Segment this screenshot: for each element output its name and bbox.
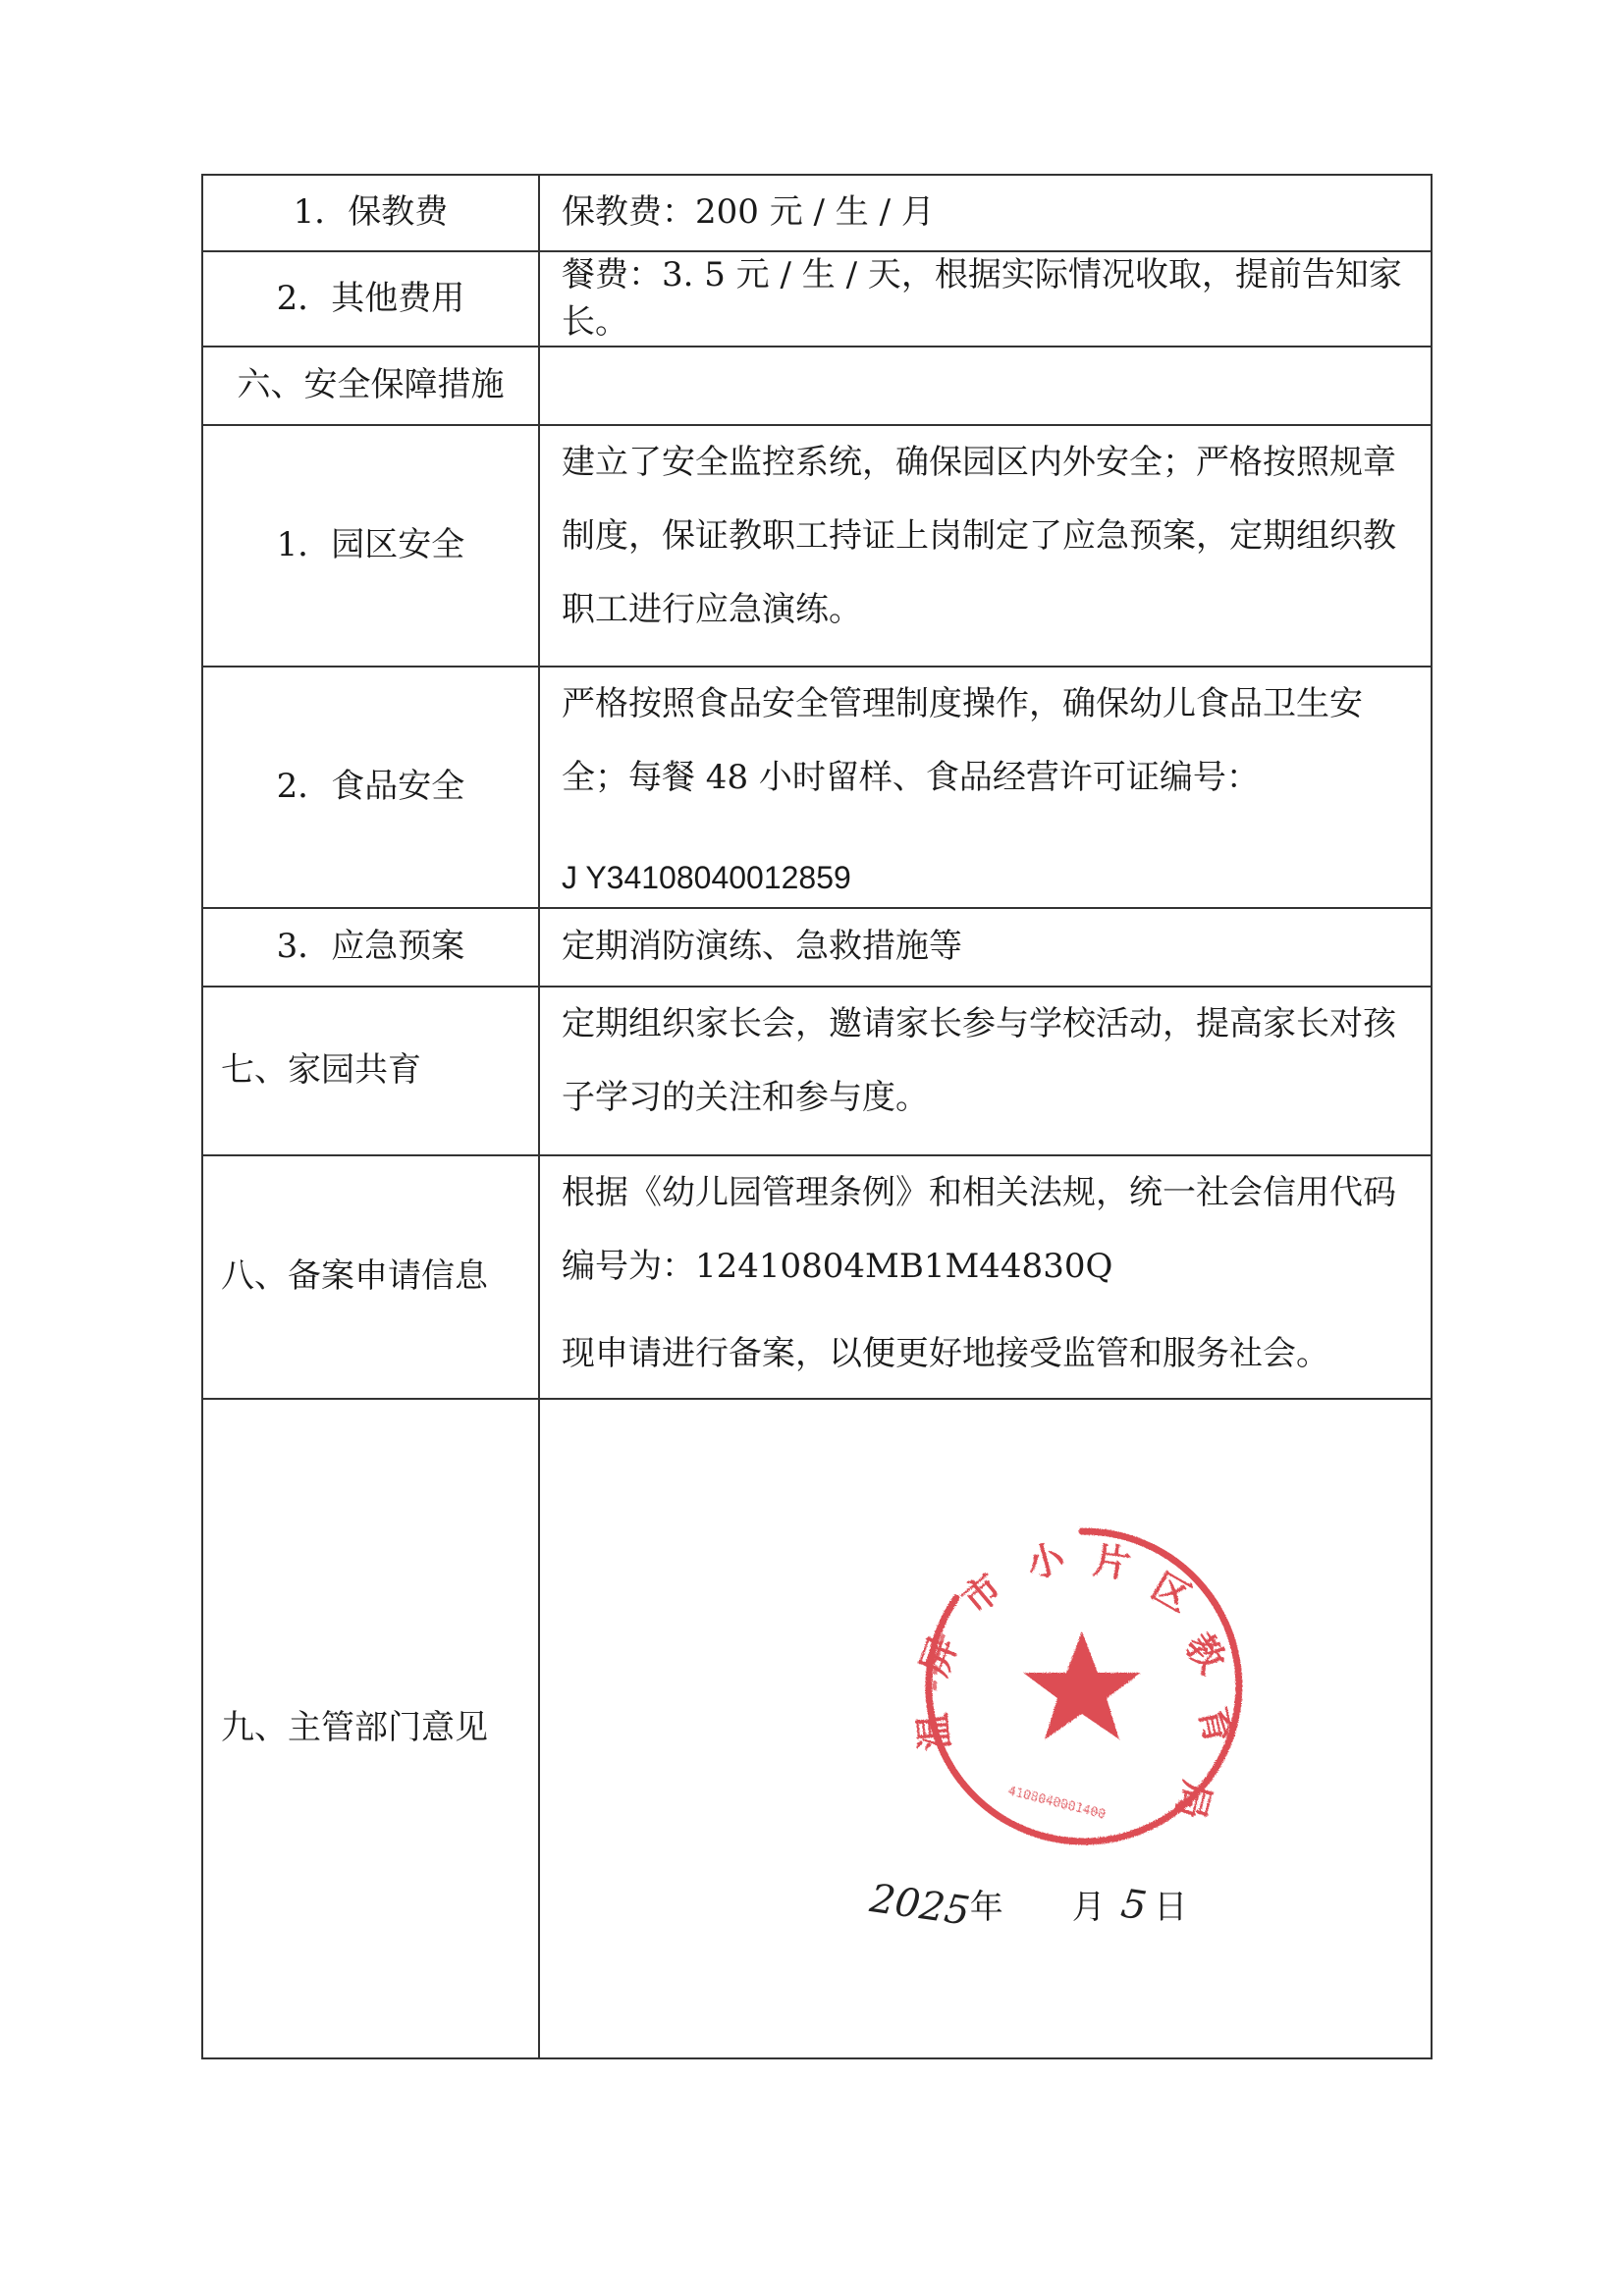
food-license-number: J Y34108040012859 [562,860,851,896]
table-row-other-fees [202,251,1432,347]
table-row-food-safety [202,667,1432,908]
table-row-campus-safety [202,425,1432,667]
svg-text:市: 市 [952,1565,1010,1624]
svg-text:温: 温 [909,1711,957,1753]
filing-label: 八、备案申请信息 [202,1155,539,1399]
filing-text: 根据《幼儿园管理条例》和相关法规，统一社会信用代码编号为：12410804MB1M44830Q [562,1173,1396,1287]
filing-form-table [201,174,1433,2059]
home-school-text: 定期组织家长会，邀请家长参与学校活动，提高家长对孩子学习的关注和参与度。 [562,1004,1396,1118]
filing-content [539,1155,1432,1399]
table-row-tuition [202,175,1432,251]
svg-text:屏: 屏 [911,1631,966,1682]
day-suffix: 日 [1154,1888,1188,1928]
svg-text:小: 小 [1021,1534,1070,1587]
table-row-home-school [202,987,1432,1155]
handwritten-year: 2025 [867,1876,973,1936]
svg-text:育: 育 [1191,1702,1243,1749]
opinion-label: 九、主管部门意见 [202,1399,539,2058]
star-icon [1023,1631,1141,1739]
table-row-emergency [202,908,1432,987]
other-fees-content: 餐费：3. 5 元 / 生 / 天，根据实际情况收取，提前告知家长。 [539,251,1432,347]
other-fees-label: 2．其他费用 [202,251,539,347]
emergency-label: 3．应急预案 [202,908,539,987]
filing-request-text: 现申请进行备案，以便更好地接受监管和服务社会。 [562,1334,1329,1374]
food-safety-content [539,667,1432,908]
spacer [562,815,1417,850]
handwritten-day: 5 [1117,1881,1150,1930]
safety-heading-label: 六、安全保障措施 [202,347,539,425]
campus-safety-content [539,425,1432,667]
tuition-label: 1．保教费 [202,175,539,251]
svg-text:区: 区 [1144,1564,1199,1621]
tuition-content: 保教费：200 元 / 生 / 月 [539,175,1432,251]
table-row-safety-heading [202,347,1432,425]
svg-text:教: 教 [1176,1625,1235,1682]
home-school-label: 七、家园共育 [202,987,539,1155]
table-row-opinion [202,1399,1432,2058]
approval-date [867,1876,1188,1936]
home-school-content [539,987,1432,1155]
svg-text:片: 片 [1090,1537,1134,1587]
table-row-filing [202,1155,1432,1399]
campus-safety-text: 建立了安全监控系统，确保园区内外安全；严格按照规章制度，保证教职工持证上岗制定了应急预案，定期组织教职工进行应急演练。 [562,443,1396,630]
safety-heading-content [539,347,1432,425]
svg-text:4108040001400: 4108040001400 [1006,1784,1108,1823]
opinion-content [539,1399,1432,2058]
food-safety-text: 严格按照食品安全管理制度操作，确保幼儿食品卫生安全；每餐 48 小时留样、食品经营许可证编号： [562,684,1363,798]
food-safety-label: 2．食品安全 [202,667,539,908]
month-suffix: 月 [1071,1888,1106,1928]
svg-text:局: 局 [1167,1776,1220,1825]
emergency-content: 定期消防演练、急救措施等 [539,908,1432,987]
year-suffix: 年 [969,1888,1003,1928]
official-seal-stamp [909,1522,1247,1851]
campus-safety-label: 1．园区安全 [202,425,539,667]
